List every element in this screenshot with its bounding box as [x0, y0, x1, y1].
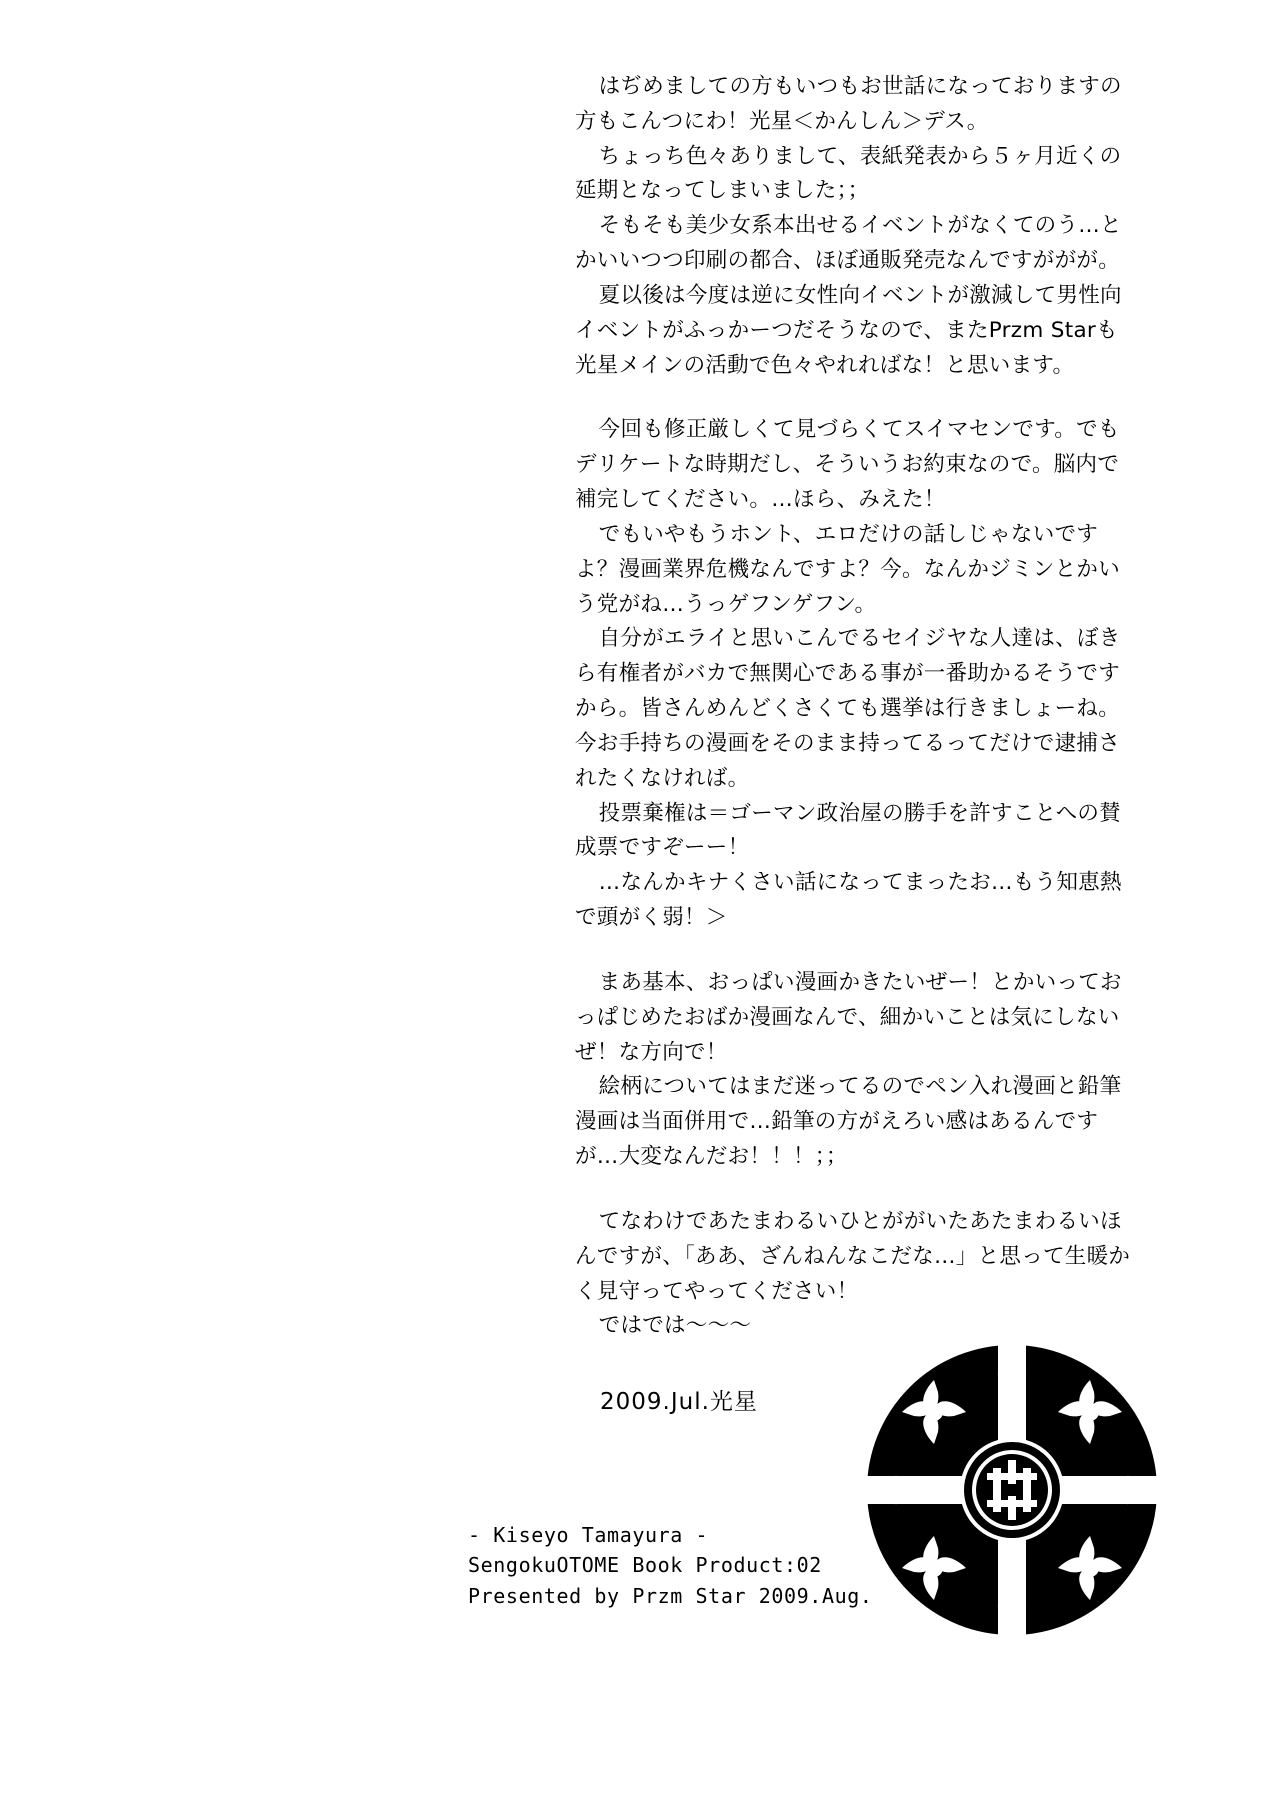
colophon-line-publisher: Presented by Przm Star 2009.Aug. [468, 1583, 873, 1608]
afterword-paragraph: ではでは～～～ [598, 1313, 752, 1339]
colophon [468, 1520, 873, 1611]
date-line: 2009.Jul.光星 [600, 1389, 758, 1415]
circular-crest-logo [862, 1340, 1162, 1640]
afterword-paragraph: 投票棄権は＝ゴーマン政治屋の勝手を許すことへの賛成票ですぞーー！ [575, 800, 1121, 861]
afterword-block-4 [575, 1205, 1135, 1344]
afterword-paragraph: 絵柄についてはまだ迷ってるのでペン入れ漫画と鉛筆漫画は当面併用で…鉛筆の方がえろい感はあるんですが…大変なんだお！！！；； [575, 1074, 1122, 1170]
afterword-block-1 [575, 70, 1135, 383]
colophon-line-title: - Kiseyo Tamayura - [468, 1523, 709, 1547]
afterword-paragraph: そもそも美少女系本出せるイベントがなくてのう…とかいいつつ印刷の都合、ほぼ通販発売なんですががが。 [575, 213, 1122, 274]
colophon-line-product: SengokuOTOME Book Product:02 [468, 1553, 822, 1578]
afterword-paragraph: でもいやもうホント、エロだけの話しじゃないですよ？漫画業界危機なんですよ？今。なんかジミンとかいう党がね…うっゲフンゲフン。 [575, 521, 1121, 617]
afterword-paragraph: …なんかキナくさい話になってまったお…もう知恵熱で頭がく弱！＞ [575, 870, 1122, 931]
afterword-paragraph: はぢめましての方もいつもお世話になっておりますの方もこんつにわ！光星＜かんしん＞デス。 [575, 74, 1122, 134]
afterword-block-2 [575, 413, 1135, 935]
afterword-paragraph: てなわけであたまわるいひとががいたあたまわるいほんですが、「ああ、ざんねんなこだな…」と思って生暖かく見守ってやってください！ [575, 1208, 1131, 1304]
afterword-paragraph: 夏以後は今度は逆に女性向イベントが激減して男性向イベントがふっかーつだそうなので、またPrzm Starも光星メインの活動で色々やれればな！と思います。 [575, 282, 1122, 378]
afterword-paragraph: 今回も修正厳しくて見づらくてスイマセンです。でもデリケートな時期だし、そういうお約束なので。脳内で補完してください。…ほら、みえた！ [575, 417, 1120, 513]
afterword-block-3 [575, 966, 1135, 1175]
afterword-paragraph: 自分がエライと思いこんでるセイジヤな人達は、ぼきら有権者がバカで無関心である事が一番助かるそうですから。皆さんめんどくさくても選挙は行きましょーね。今お手持ちの漫画をそのまま持ってるってだけで逮捕されたくなければ。 [575, 626, 1121, 791]
afterword-text [575, 70, 1135, 1344]
afterword-paragraph: まあ基本、おっぱい漫画かきたいぜー！とかいっておっぱじめたおばか漫画なんで、細かいことは気にしないぜ！な方向で！ [575, 969, 1122, 1065]
afterword-paragraph: ちょっち色々ありまして、表紙発表から５ヶ月近くの延期となってしまいました；； [575, 143, 1122, 204]
